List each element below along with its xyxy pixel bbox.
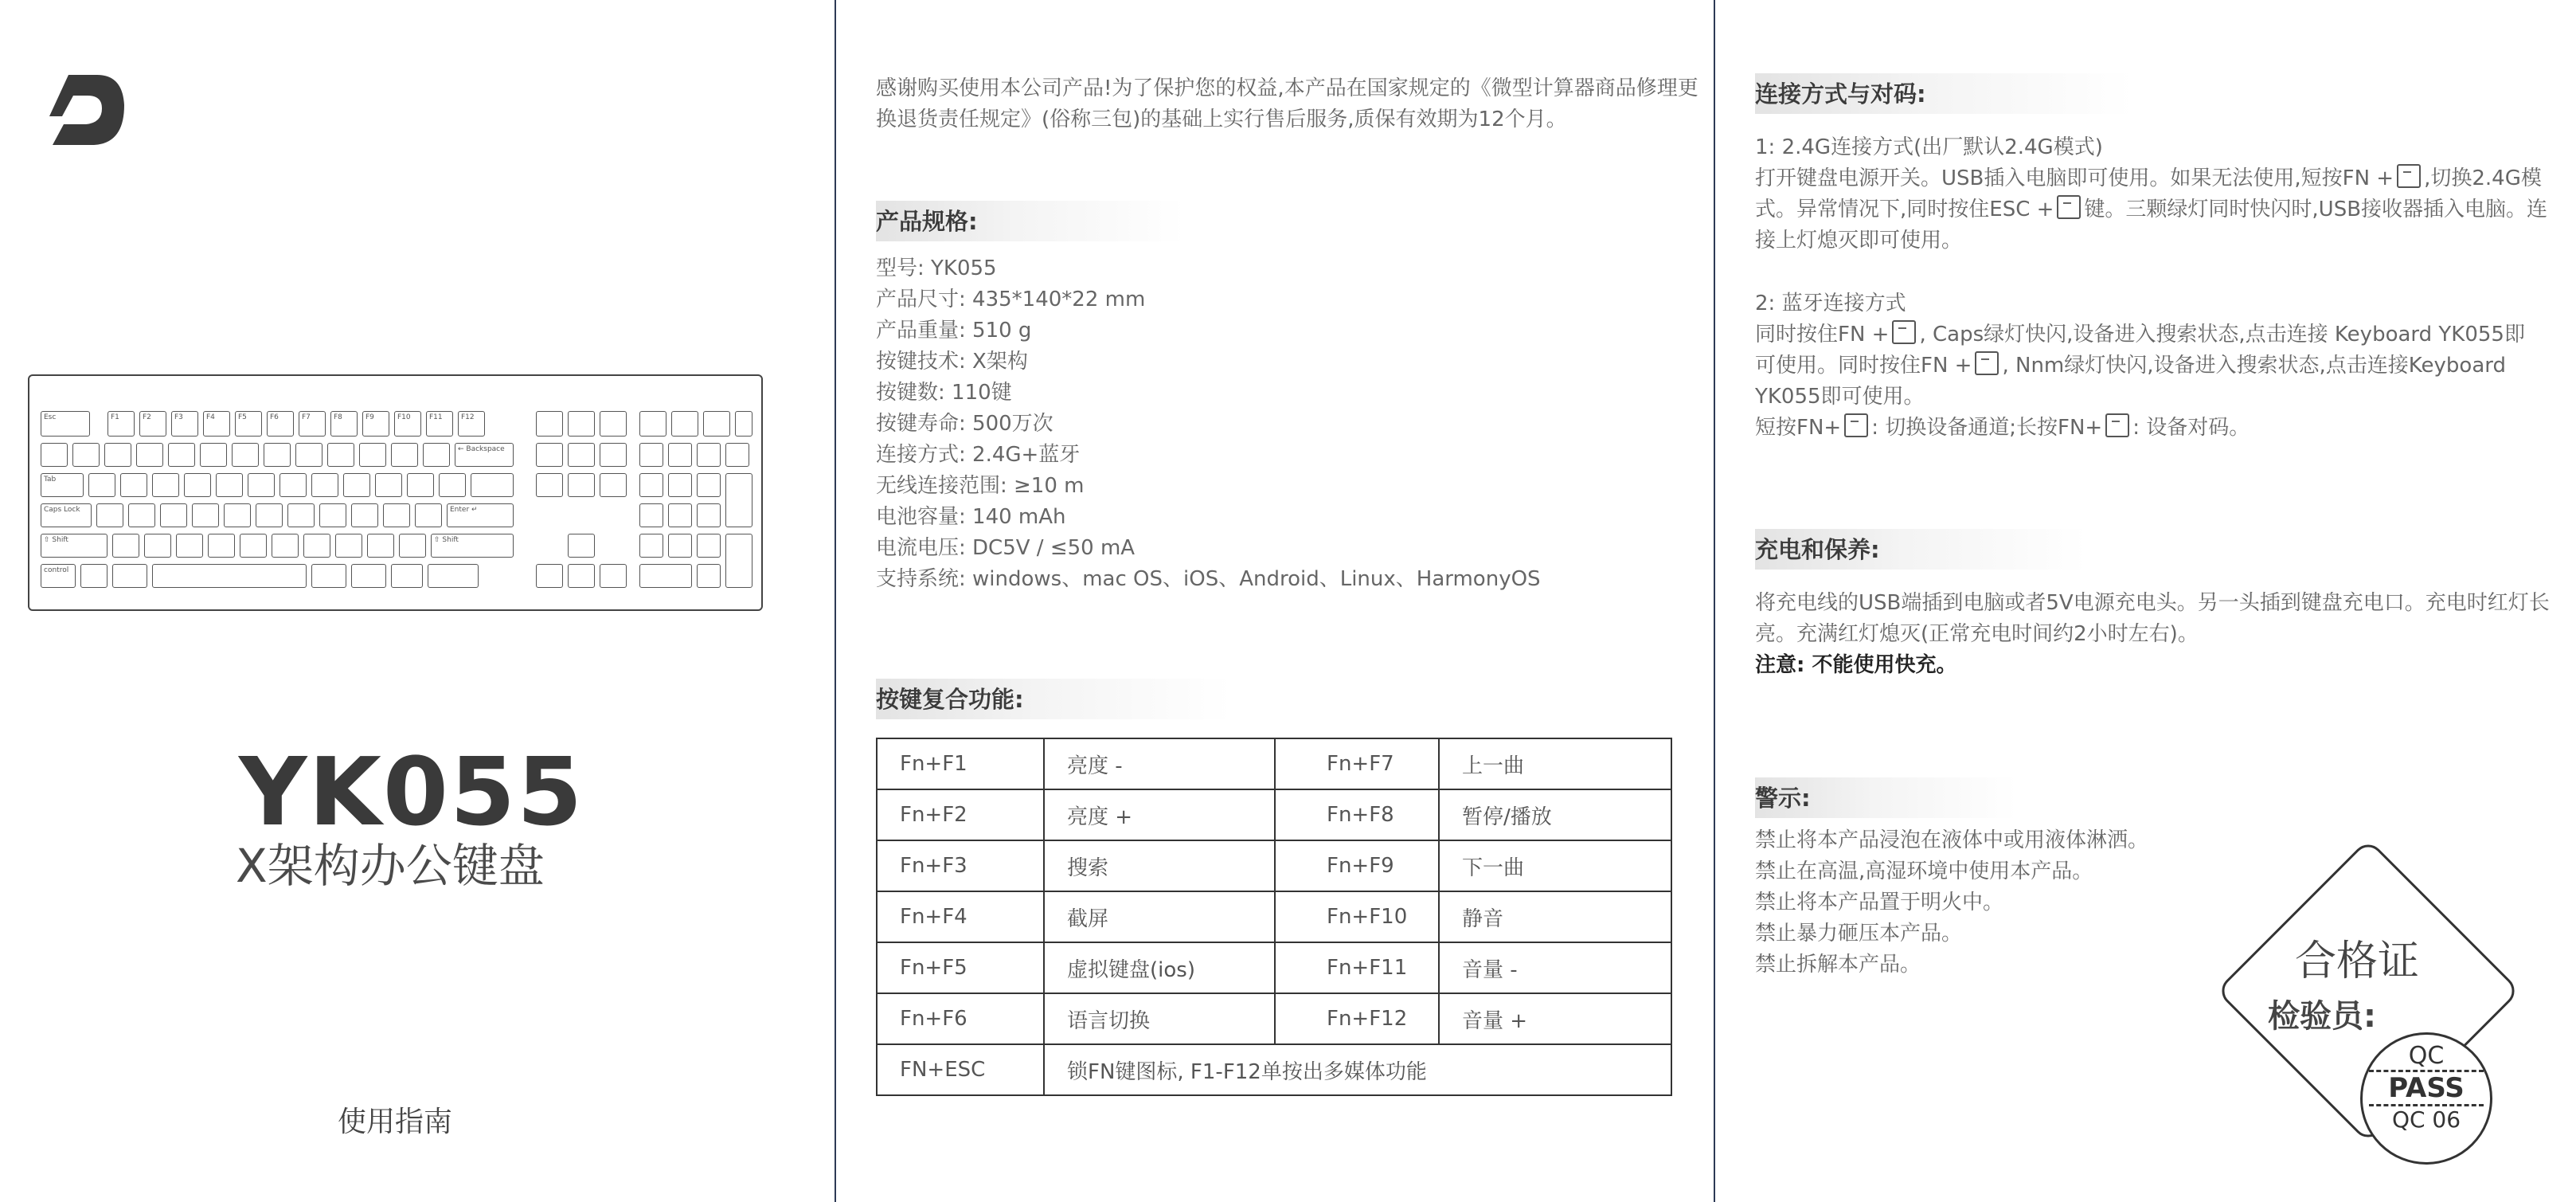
key [112, 534, 139, 558]
key [703, 411, 730, 437]
key: control [41, 564, 76, 588]
table-cell: FN+ESC [877, 1044, 1044, 1095]
key [152, 473, 179, 497]
key-icon [2057, 195, 2081, 219]
key [639, 411, 666, 437]
text-run: 短按FN+ [1755, 416, 1842, 440]
key [168, 443, 195, 467]
key [248, 473, 275, 497]
key-icon [2105, 413, 2129, 437]
key [192, 503, 219, 527]
text-run: : 切换设备通道;长按FN+ [1871, 416, 2103, 440]
warranty-intro: 感谢购买使用本公司产品!为了保护您的权益,本产品在国家规定的《微型计算器商品修理更换退货责任规定》(俗称三包)的基础上实行售后服务,质保有效期为12个月。 [876, 76, 1698, 131]
key: F10 [394, 411, 421, 437]
key [200, 443, 227, 467]
table-cell: 下一曲 [1439, 840, 1671, 891]
key [128, 503, 155, 527]
key [112, 564, 147, 588]
spec-item: 产品尺寸: 435*140*22 mm [876, 288, 1146, 311]
key [120, 473, 147, 497]
key [735, 411, 752, 437]
key [224, 503, 251, 527]
key [568, 443, 595, 467]
key [725, 534, 752, 588]
key [335, 534, 362, 558]
table-cell: 锁FN键图标, F1-F12单按出多媒体功能 [1044, 1044, 1671, 1095]
key [311, 564, 346, 588]
key [272, 534, 299, 558]
table-row [877, 891, 1671, 942]
table-cell: 暂停/播放 [1439, 789, 1671, 840]
spec-list [876, 253, 1541, 595]
key [697, 534, 721, 558]
key: ⇧ Shift [431, 534, 514, 558]
key [471, 473, 514, 497]
key [319, 503, 346, 527]
key [407, 473, 434, 497]
key [415, 503, 442, 527]
key: ← Backspace [455, 443, 514, 467]
key: Caps Lock [41, 503, 92, 527]
key [568, 411, 595, 437]
key [160, 503, 187, 527]
charge-note: 注意: 不能使用快充。 [1755, 653, 1957, 677]
warning-item: 禁止暴力砸压本产品。 [1755, 922, 1963, 946]
key [256, 503, 283, 527]
key [41, 443, 68, 467]
key [668, 534, 692, 558]
key: F8 [330, 411, 358, 437]
stamp-qc: QC [2408, 1042, 2445, 1070]
key: Enter ↵ [447, 503, 514, 527]
text-run: 同时按住FN + [1755, 323, 1890, 347]
cover-panel [0, 0, 836, 1202]
table-cell: Fn+F6 [877, 993, 1044, 1044]
key [568, 564, 595, 588]
key [697, 503, 721, 527]
text-run: ,切换2.4G模 [2424, 166, 2542, 190]
key [264, 443, 291, 467]
key: F5 [235, 411, 262, 437]
key [351, 503, 378, 527]
key [176, 534, 203, 558]
key [184, 473, 211, 497]
table-cell: 静音 [1439, 891, 1671, 942]
key [383, 503, 410, 527]
key [80, 564, 107, 588]
right-panel [1715, 0, 2576, 1202]
table-cell: Fn+F10 [1275, 891, 1439, 942]
key [639, 443, 663, 467]
key [697, 473, 721, 497]
key [343, 473, 370, 497]
key: ⇧ Shift [41, 534, 107, 558]
text-run: , Nnm绿灯快闪,设备进入搜索状态,点击连接Keyboard [2002, 354, 2507, 378]
table-cell: Fn+F11 [1275, 942, 1439, 993]
key [428, 564, 479, 588]
key: Tab [41, 473, 84, 497]
spec-item: 型号: YK055 [876, 256, 997, 280]
key [144, 534, 171, 558]
table-row [877, 738, 1671, 789]
key [391, 443, 418, 467]
key [639, 473, 663, 497]
key: F9 [362, 411, 389, 437]
key [536, 473, 563, 497]
key-icon [1844, 413, 1868, 437]
key [568, 473, 595, 497]
key [351, 564, 386, 588]
table-row [877, 840, 1671, 891]
mode2-title: 2: 蓝牙连接方式 [1755, 292, 1906, 315]
key [600, 411, 627, 437]
key [600, 564, 627, 588]
text-run: 键。三颗绿灯同时快闪时,USB接收器插入电脑。连 [2084, 198, 2548, 221]
table-row [877, 789, 1671, 840]
spec-item: 电流电压: DC5V / ≤50 mA [876, 536, 1136, 560]
key [536, 411, 563, 437]
key [240, 534, 267, 558]
key [568, 534, 595, 558]
table-cell: 亮度 - [1044, 738, 1275, 789]
key-icon [1975, 351, 1999, 375]
key [697, 443, 721, 467]
key [536, 443, 563, 467]
text-run: YK055即可使用。 [1755, 385, 1925, 409]
key-icon [1892, 320, 1916, 344]
middle-panel [836, 0, 1714, 1202]
key [216, 473, 243, 497]
key [668, 473, 692, 497]
warning-item: 禁止将本产品浸泡在液体中或用液体淋洒。 [1755, 828, 2149, 852]
warning-item: 禁止在高温,高湿环境中使用本产品。 [1755, 859, 2093, 883]
key [367, 534, 394, 558]
spec-item: 产品重量: 510 g [876, 319, 1032, 343]
key [96, 503, 123, 527]
key [88, 473, 115, 497]
table-cell: 音量 - [1439, 942, 1671, 993]
key [423, 443, 450, 467]
inspector-label: 检验员: [2268, 998, 2376, 1035]
keyboard-illustration [28, 374, 763, 611]
key [391, 564, 423, 588]
key: F12 [458, 411, 485, 437]
key: F11 [426, 411, 453, 437]
spec-heading: 产品规格: [876, 201, 1185, 241]
key [104, 443, 131, 467]
key: Esc [41, 411, 90, 437]
connect-heading: 连接方式与对码: [1755, 73, 2133, 114]
table-cell: 亮度 + [1044, 789, 1275, 840]
key [72, 443, 100, 467]
table-cell: Fn+F3 [877, 840, 1044, 891]
qc-certificate [2201, 824, 2535, 1158]
table-row [877, 942, 1671, 993]
table-cell: Fn+F7 [1275, 738, 1439, 789]
warning-list [1755, 825, 2148, 981]
text-run: 接上灯熄灭即可使用。 [1755, 229, 1963, 253]
spec-item: 按键寿命: 500万次 [876, 412, 1053, 436]
spec-item: 连接方式: 2.4G+蓝牙 [876, 443, 1081, 467]
stamp-qc06: QC 06 [2391, 1106, 2461, 1133]
charge-heading: 充电和保养: [1755, 529, 2087, 570]
key: F4 [203, 411, 230, 437]
key: F1 [107, 411, 135, 437]
key [279, 473, 307, 497]
table-cell: Fn+F8 [1275, 789, 1439, 840]
key [668, 503, 692, 527]
key [671, 411, 698, 437]
table-cell: 音量 + [1439, 993, 1671, 1044]
key [327, 443, 354, 467]
table-cell: Fn+F12 [1275, 993, 1439, 1044]
key [375, 473, 402, 497]
fn-table [876, 738, 1672, 1096]
qc-pass-stamp [2360, 1032, 2492, 1165]
table-cell: Fn+F5 [877, 942, 1044, 993]
key [152, 564, 307, 588]
key: F6 [267, 411, 294, 437]
key [639, 503, 663, 527]
key-icon [2397, 164, 2421, 188]
key [311, 473, 338, 497]
key [439, 473, 466, 497]
text-run: 可使用。同时按住FN + [1755, 354, 1972, 378]
brand-logo [46, 73, 127, 147]
key: F2 [139, 411, 166, 437]
table-cell: Fn+F1 [877, 738, 1044, 789]
mode1-title: 1: 2.4G连接方式(出厂默认2.4G模式) [1755, 135, 2103, 159]
text-run: 打开键盘电源开关。USB插入电脑即可使用。如果无法使用,短按FN + [1755, 166, 2394, 190]
key [536, 564, 563, 588]
table-cell: Fn+F4 [877, 891, 1044, 942]
charge-text: 将充电线的USB端插到电脑或者5V电源充电头。另一头插到键盘充电口。充电时红灯长亮。充满红灯熄灭(正常充电时间约2小时左右)。 [1755, 591, 2550, 646]
key [725, 443, 749, 467]
warning-item: 禁止将本产品置于明火中。 [1755, 891, 2004, 914]
key [600, 443, 627, 467]
key: F3 [171, 411, 198, 437]
table-cell: 截屏 [1044, 891, 1275, 942]
spec-item: 按键技术: X架构 [876, 350, 1028, 374]
table-cell: 上一曲 [1439, 738, 1671, 789]
text-run: , Caps绿灯快闪,设备进入搜索状态,点击连接 Keyboard YK055即 [1919, 323, 2525, 347]
spec-item: 电池容量: 140 mAh [876, 505, 1066, 529]
stamp-pass: PASS [2369, 1070, 2484, 1106]
key [359, 443, 386, 467]
key [303, 534, 330, 558]
key [399, 534, 426, 558]
key [600, 473, 627, 497]
table-row [877, 993, 1671, 1044]
key [725, 473, 752, 527]
key [639, 534, 663, 558]
certificate-title: 合格证 [2295, 938, 2420, 985]
table-cell: Fn+F9 [1275, 840, 1439, 891]
key [232, 443, 259, 467]
key: F7 [299, 411, 326, 437]
key [208, 534, 235, 558]
warning-item: 禁止拆解本产品。 [1755, 953, 1921, 977]
model-title: YK055 [239, 737, 584, 847]
fn-heading: 按键复合功能: [876, 679, 1231, 719]
key [668, 443, 692, 467]
key [136, 443, 163, 467]
guide-label: 使用指南 [338, 1106, 453, 1138]
key [697, 564, 721, 588]
product-subtitle: X架构办公键盘 [236, 839, 545, 893]
table-cell: 虚拟键盘(ios) [1044, 942, 1275, 993]
mode1-text [1755, 163, 2551, 256]
text-run: 式。异常情况下,同时按住ESC + [1755, 198, 2054, 221]
table-row [877, 1044, 1671, 1095]
spec-item: 按键数: 110键 [876, 381, 1012, 405]
key [639, 564, 692, 588]
table-cell: 语言切换 [1044, 993, 1275, 1044]
mode2-text [1755, 319, 2559, 444]
table-cell: 搜索 [1044, 840, 1275, 891]
spec-item: 无线连接范围: ≥10 m [876, 474, 1085, 498]
text-run: : 设备对码。 [2132, 416, 2250, 440]
spec-item: 支持系统: windows、mac OS、iOS、Android、Linux、HarmonyOS [876, 567, 1541, 591]
key [287, 503, 315, 527]
table-cell: Fn+F2 [877, 789, 1044, 840]
key [295, 443, 322, 467]
warning-heading: 警示: [1755, 777, 2018, 818]
